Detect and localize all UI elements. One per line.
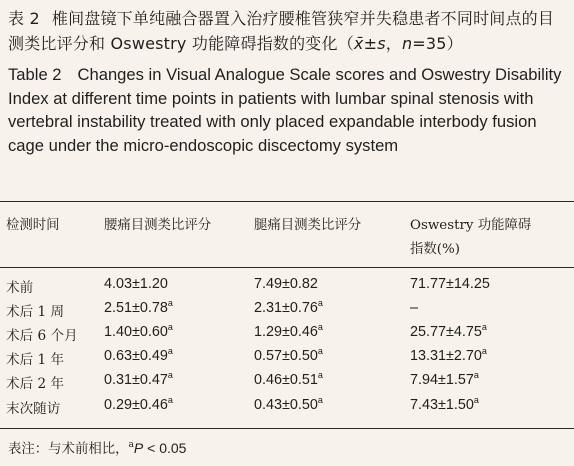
header-odi-line1: Oswestry 功能障碍	[410, 218, 532, 233]
caption-cn-stat-sep: ，	[385, 34, 402, 53]
row-odi-value: 71.77±14.25	[410, 276, 490, 292]
table-footnote	[8, 438, 186, 457]
caption-cn-label: 表 2	[8, 9, 40, 28]
table-top-rule	[0, 201, 574, 202]
caption-chinese	[8, 6, 568, 56]
row-leg-value: 7.49±0.82	[254, 276, 318, 292]
caption-cn-text: 椎间盘镜下单纯融合器置入治疗腰椎管狭窄并失稳患者不同时间点的目测类比评分和 Oswestry 功能障碍指数的变化	[8, 9, 555, 53]
caption-cn-stat-eq: =35）	[412, 34, 463, 53]
header-leg-pain-vas: 腿痛目测类比评分	[254, 218, 362, 233]
caption-english	[8, 63, 570, 157]
caption-cn-stat-open: （	[337, 34, 354, 53]
footnote-sup: a	[128, 440, 134, 450]
row-odi-value: 25.77±4.75$^a$	[410, 322, 487, 340]
caption-cn-stat-mean: x̄	[353, 34, 364, 53]
row-leg-value: 2.31±0.76$^a$	[254, 298, 323, 316]
caption-en-label: Table 2	[8, 65, 62, 84]
row-odi-value: –	[410, 300, 419, 316]
table-bottom-rule	[0, 428, 574, 429]
footnote-p: P	[133, 440, 144, 456]
table-header-rule	[0, 267, 574, 268]
row-back-value: 0.29±0.46$^a$	[104, 395, 173, 413]
row-back-value: 0.31±0.47$^a$	[104, 370, 173, 388]
row-leg-value: 0.43±0.50$^a$	[254, 395, 323, 413]
header-back-pain-vas: 腰痛目测类比评分	[104, 218, 212, 233]
row-odi-value: 13.31±2.70$^a$	[410, 346, 487, 364]
caption-cn-stat-sd: s	[377, 34, 386, 53]
header-time: 检测时间	[6, 218, 60, 233]
row-leg-value: 0.57±0.50$^a$	[254, 346, 323, 364]
caption-cn-stat-pm: ±	[363, 34, 378, 53]
footnote-prefix: 表注：与术前相比，	[8, 442, 129, 457]
row-time: 末次随访	[6, 401, 61, 417]
row-odi-value: 7.43±1.50$^a$	[410, 395, 479, 413]
row-back-value: 2.51±0.78$^a$	[104, 298, 173, 316]
footnote-threshold: < 0.05	[143, 440, 187, 456]
row-leg-value: 1.29±0.46$^a$	[254, 322, 323, 340]
row-time: 术后 6 个月	[6, 328, 78, 344]
row-back-value: 4.03±1.20	[104, 276, 168, 292]
row-time: 术后 2 年	[6, 376, 65, 392]
row-odi-value: 7.94±1.57$^a$	[410, 370, 479, 388]
row-back-value: 1.40±0.60$^a$	[104, 322, 173, 340]
row-leg-value: 0.46±0.51$^a$	[254, 370, 323, 388]
row-time: 术后 1 周	[6, 304, 65, 320]
row-time: 术前	[6, 280, 34, 296]
row-time: 术后 1 年	[6, 352, 65, 368]
row-back-value: 0.63±0.49$^a$	[104, 346, 173, 364]
caption-cn-stat-n: n	[401, 34, 413, 53]
caption-en-text: Changes in Visual Analogue Scale scores and Oswestry Disability Index at different time points in patients with lumbar spinal stenosis with vertebral instability treated with only placed expandable interbody fusion cage under the micro-endoscopic discectomy system	[8, 65, 562, 155]
header-odi-line2: 指数(%)	[410, 242, 460, 257]
